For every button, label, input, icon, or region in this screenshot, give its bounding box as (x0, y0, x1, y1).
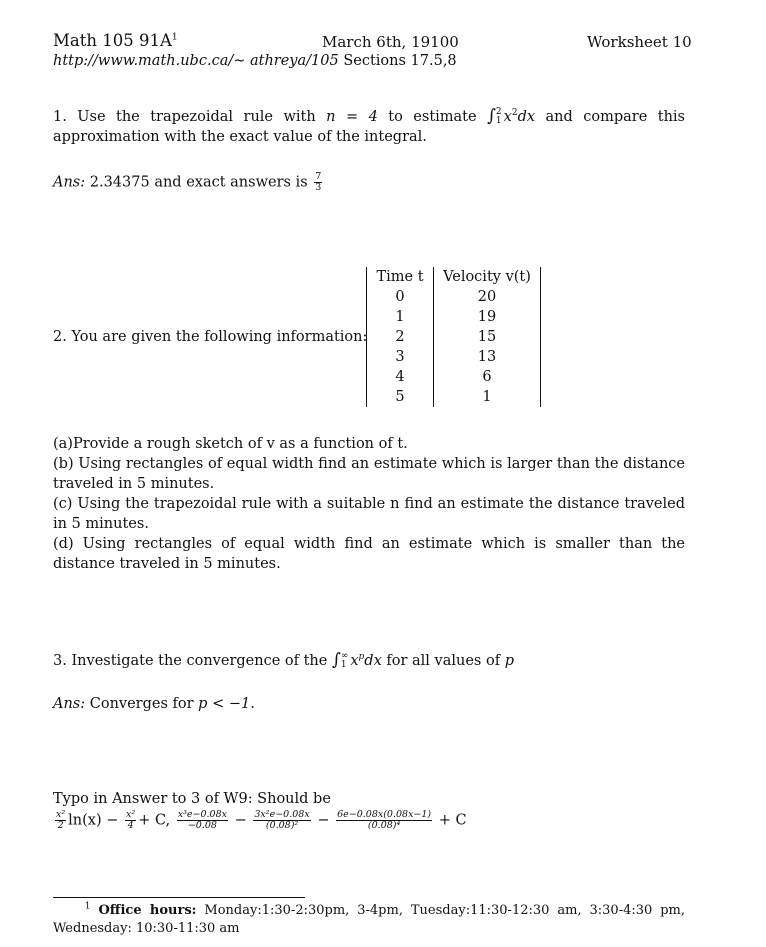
table-row (367, 327, 541, 347)
question-2-parts (53, 434, 685, 574)
sections: Sections 17.5,8 (343, 53, 457, 69)
table-row (367, 287, 541, 307)
table-row (367, 367, 541, 387)
course-title: Math 105 $91A^1$ (53, 31, 178, 50)
typo-heading: Typo in Answer to 3 of W9: Should be (53, 791, 331, 807)
header-velocity: Velocity v(t) (434, 267, 541, 287)
table-cell: 1 (434, 387, 541, 407)
table-cell: 5 (367, 387, 434, 407)
date: March 6th, 19100 (322, 33, 459, 51)
table-cell: 19 (434, 307, 541, 327)
question-1: 1. Use the trapezoidal rule with n = 4 to estimate ∫ 2 1 $x^2dx$ and compare this approximation with the exact value of the integral. (53, 106, 685, 145)
part-a: (a)Provide a rough sketch of v as a function of t. (53, 436, 408, 452)
part-c: (c) Using the trapezoidal rule with a suitable n find an estimate the distance traveled in 5 minutes. (53, 496, 685, 532)
question-2-intro: 2. You are given the following information: (53, 329, 368, 345)
table-row (367, 347, 541, 367)
course-url[interactable]: http://www.math.ubc.ca/∼ athreya/105 (53, 53, 339, 69)
table-cell: 2 (367, 327, 434, 347)
table-cell: 20 (434, 287, 541, 307)
footnote-rule (53, 897, 305, 898)
table-cell: 15 (434, 327, 541, 347)
typo-formula: $\frac{\text{x²}}{2}$ ln(x) − $\frac{\text{x²}}{4}$ + C, $\frac{\text{x³e−0.08x}}{-0.08}$ − $\frac{\text{3x²e−0.08x}}{\text{(0.08)²}}$ − $\frac{6e-0.08x(0.08x-1)}{\text{(0.08)⁴}}$ + C (56, 809, 467, 831)
table-row (367, 387, 541, 407)
table-row (367, 307, 541, 327)
office-hours-text: Monday:1:30-2:30pm, 3-4pm, Tuesday:11:30-12:30 am, 3:30-4:30 pm, Wednesday: 10:30-11:30 am (53, 903, 686, 936)
footnote: $^1$ Office hours: Monday:1:30-2:30pm, 3-4pm, Tuesday:11:30-12:30 am, 3:30-4:30 pm, Wednesday: 10:30-11:30 am (53, 901, 686, 936)
header-time: Time t (367, 267, 434, 287)
part-b: (b) Using rectangles of equal width find an estimate which is larger than the distance traveled in 5 minutes. (53, 456, 685, 492)
question-3: 3. Investigate the convergence of the ∫ ∞ 1 $x^pdx$ for all values of p (53, 650, 514, 670)
table-cell: 4 (367, 367, 434, 387)
velocity-table (366, 267, 541, 407)
answer-fraction: $\frac{7}{3}$ (315, 171, 322, 193)
table-cell: 1 (367, 307, 434, 327)
table-cell: 0 (367, 287, 434, 307)
table-cell: 3 (367, 347, 434, 367)
part-d: (d) Using rectangles of equal width find an estimate which is smaller than the distance traveled in 5 minutes. (53, 536, 685, 572)
table-cell: 13 (434, 347, 541, 367)
office-hours-label: Office hours: (98, 903, 197, 918)
footnote-mark: 1 (171, 32, 178, 43)
answer-1: Ans: 2.34375 and exact answers is $\frac{7}{3}$ (53, 171, 322, 193)
worksheet-number: Worksheet 10 (587, 33, 692, 51)
table-header-row (367, 267, 541, 287)
answer-3: Ans: Converges for p < −1. (53, 696, 255, 712)
url-line (53, 53, 457, 69)
table-cell: 6 (434, 367, 541, 387)
